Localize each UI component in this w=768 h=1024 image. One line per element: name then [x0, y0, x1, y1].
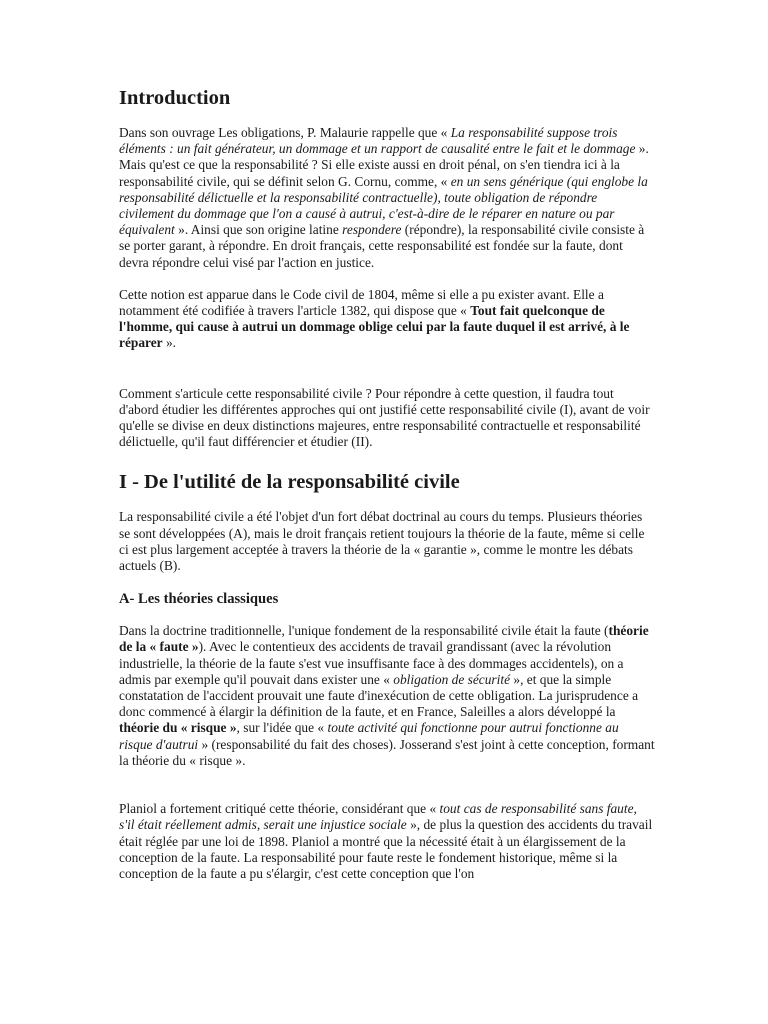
text-span: », et que la simple constatation de l'accident prouvait une faute d'inexécution de cette obligation. La jurisprudence a donc commencé à élargir la définition de la faute, et en France, Saleilles a alors développé la	[119, 671, 639, 720]
text-span: Dans la doctrine traditionnelle, l'unique fondement de la responsabilité civile était la faute (	[119, 623, 609, 639]
intro-heading: Introduction	[119, 87, 231, 109]
text-span: ). Avec le contentieux des accidents de travail grandissant (avec la révolution industrielle, la théorie de la faute s'est vue insuffisante face à des dommages accidentels), on a admis par exemple qu'il pouvait dans exister une «	[119, 639, 624, 687]
intro-paragraph-2	[119, 287, 655, 352]
quote-planiol: tout cas de responsabilité sans faute, s'il était réellement admis, serait une injustice sociale	[119, 801, 637, 833]
theorie-faute: théorie de la « faute »	[119, 623, 649, 655]
intro-paragraph-1	[119, 125, 655, 271]
section-a-heading: A- Les théories classiques	[119, 591, 279, 608]
intro-paragraph-3: Comment s'articule cette responsabilité civile ? Pour répondre à cette question, il faudra tout d'abord étudier les différentes approches qui ont justifié cette responsabilité civile (I), avant de voir qu'elle se divise en deux distinctions majeures, entre responsabilité contractuelle et responsabilité délictuelle, qu'il faut différencier et étudier (II).	[119, 385, 650, 450]
obligation-securite: obligation de sécurité	[393, 671, 511, 687]
document-page	[119, 86, 655, 882]
text-span: ». Mais qu'est ce que la responsabilité ? Si elle existe aussi en droit pénal, on s'en tiendra ici à la responsabilité civile, qui se définit selon G. Cornu, comme, «	[119, 141, 649, 189]
quote-saleilles: toute activité qui fonctionne pour autrui fonctionne au risque d'autrui	[119, 720, 619, 752]
text-span: », de plus la question des accidents du travail était réglée par une loi de 1898. Planiol a montré que la nécessité était à un élargissement de la conception de la faute. La responsabilité pour faute reste le fondement historique, même si la conception de la faute a pu s'élargir, c'est cette conception que l'on	[119, 817, 653, 881]
text-span: Cette notion est apparue dans le Code civil de 1804, même si elle a pu exister avant. Elle a notamment été codifiée à travers l'article 1382, qui dispose que «	[119, 286, 604, 319]
section-a-paragraph-1	[119, 623, 655, 769]
text-span: » (responsabilité du fait des choses). Josserand s'est joint à cette conception, formant la théorie du « risque ».	[119, 736, 655, 768]
latin-term: respondere	[342, 222, 402, 238]
text-span: , sur l'idée que «	[236, 720, 328, 736]
text-span: Dans son ouvrage Les obligations, P. Malaurie rappelle que «	[119, 125, 451, 140]
quote-cornu: en un sens générique (qui englobe la responsabilité délictuelle et la responsabilité contractuelle), toute obligation de répondre civilement du dommage que l'on a causé à autrui, c'est-à-dire de le réparer en nature ou par équivalent	[119, 173, 648, 238]
section-a-paragraph-2	[119, 801, 655, 882]
quote-malaurie: La responsabilité suppose trois éléments : un fait générateur, un dommage et un rapport de causalité entre le fait et le dommage	[119, 125, 636, 157]
text-span: ».	[162, 335, 177, 351]
part-1-heading: I - De l'utilité de la responsabilité civile	[119, 471, 460, 494]
text-span: (répondre), la responsabilité civile consiste à se porter garant, à répondre. En droit français, cette responsabilité est fondée sur la faute, dont devra répondre celui visé par l'action en justice.	[119, 222, 645, 270]
theorie-risque: théorie du « risque »	[119, 720, 237, 736]
part-1-paragraph: La responsabilité civile a été l'objet d'un fort débat doctrinal au cours du temps. Plusieurs théories se sont développées (A), mais le droit français retient toujours la théorie de la faute, même si celle ci est plus largement acceptée à travers la théorie de la « garantie », comme le montre les débats actuels (B).	[119, 509, 645, 574]
article-1382-quote: Tout fait quelconque de l'homme, qui cause à autrui un dommage oblige celui par la faute duquel il est arrivé, à le réparer	[119, 303, 630, 351]
text-span: ». Ainsi que son origine latine	[174, 222, 343, 238]
text-span: Planiol a fortement critiqué cette théorie, considérant que «	[119, 801, 440, 817]
